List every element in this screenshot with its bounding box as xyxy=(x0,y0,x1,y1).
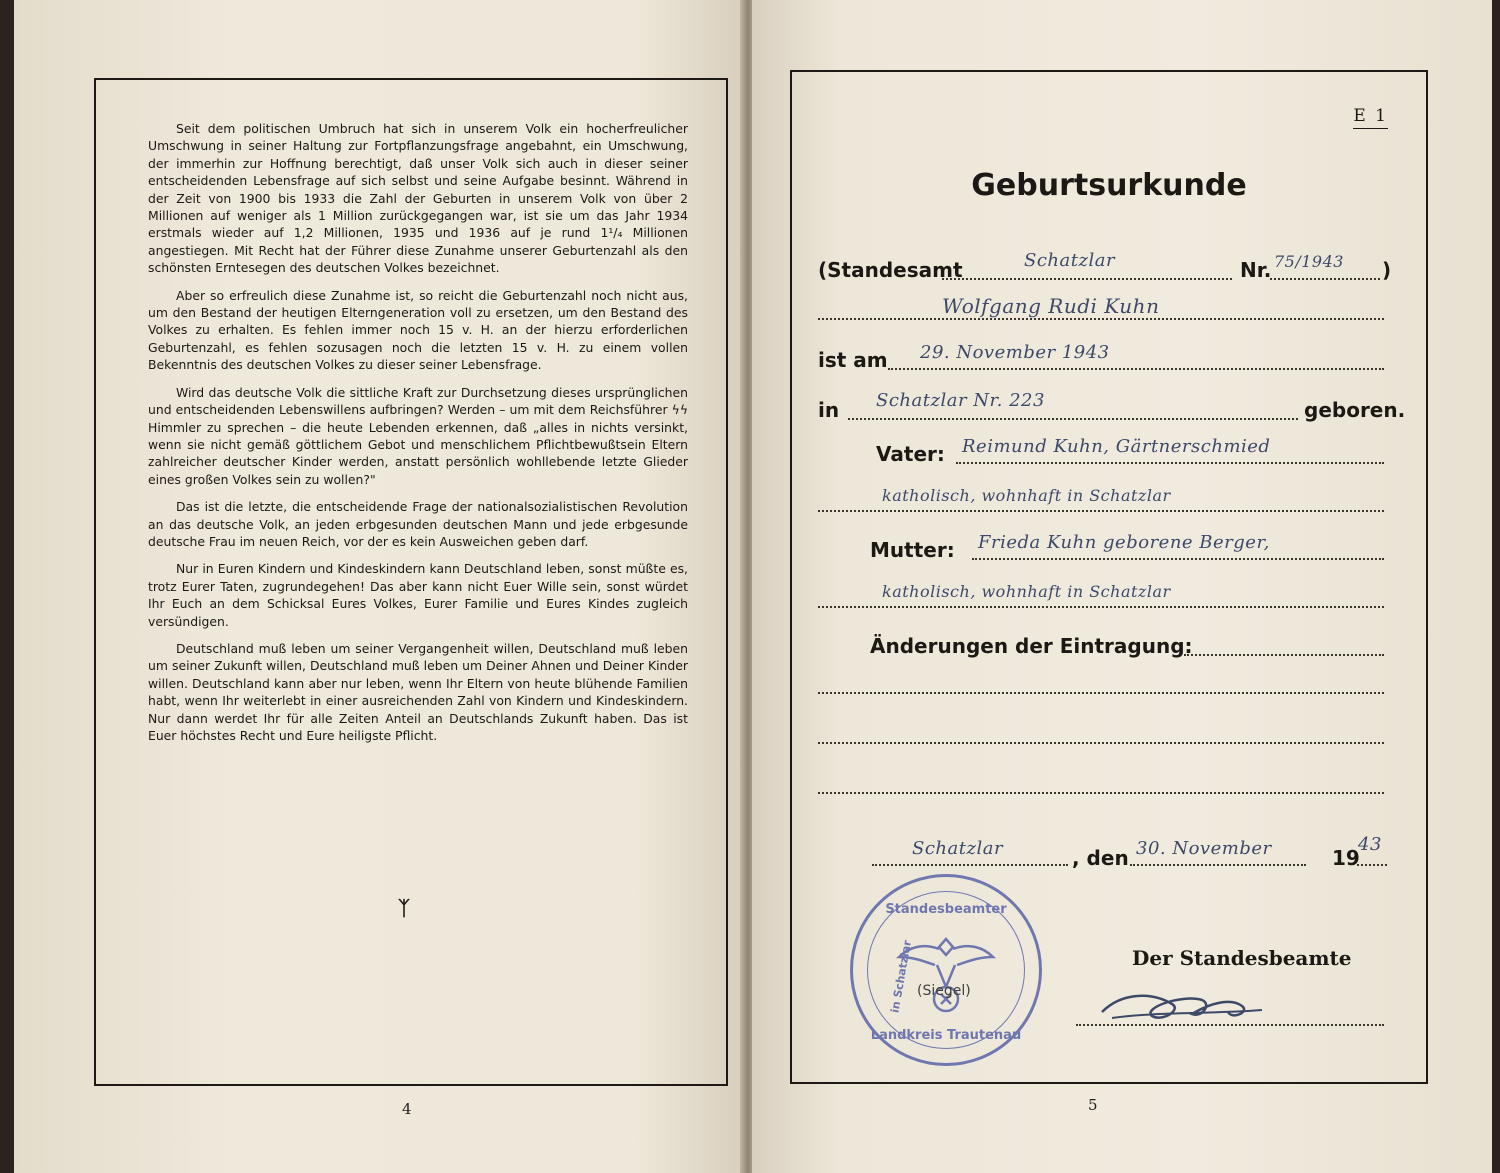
paragraph: Wird das deutsche Volk die sittliche Kraft zur Durchsetzung dieses ursprünglichen und entscheidenden Lebenswillens aufbringen? Werden – um mit dem Reichsführer ϟϟ Himmler zu sprechen – die heute Lebenden erkennen, daß „alles in nichts versinkt, wenn sie nicht gemäß göttlichem Gebot und menschlichem Pflichtbewußtsein Eltern zahlreicher deutscher Kinder werden, anstatt persönlich wohllebende letzte Glieder eines großen Volkes sein zu wollen?" xyxy=(148,384,688,487)
sign-date: 30. November xyxy=(1136,838,1272,859)
mutter-value-2: katholisch, wohnhaft in Schatzlar xyxy=(882,582,1171,601)
standesamt-line xyxy=(942,278,1232,280)
birth-place: Schatzlar Nr. 223 xyxy=(876,390,1045,411)
paragraph: Deutschland muß leben um seiner Vergangenheit willen, Deutschland muß leben um seiner Zukunft willen, Deutschland muß leben um Deiner Ahnen und Deiner Kinder willen. Deutschland kann aber nur leben, wenn Ihr Eltern von heute blühende Familien habt, wenn Ihr weiterlebt in einer ausreichenden Zahl von Kindern und Kindeskindern. Nur dann werdet Ihr für alle Zeiten Anteil an Deutschlands Zukunft haben. Das ist Euer höchstes Recht und Eure heiligste Pflicht. xyxy=(148,640,688,743)
left-page-frame xyxy=(94,78,728,1086)
left-page xyxy=(14,0,744,1173)
sign-year-line xyxy=(1357,864,1387,866)
aenderungen-label: Änderungen der Eintragung: xyxy=(870,634,1193,658)
page-number-right: 5 xyxy=(1088,1096,1098,1114)
form-code: E 1 xyxy=(1353,106,1388,126)
nr-value: 75/1943 xyxy=(1274,252,1344,271)
standesamt-value: Schatzlar xyxy=(1024,250,1116,271)
paragraph: Nur in Euren Kindern und Kindeskindern kann Deutschland leben, sonst müßte es, trotz Eurer Taten, zugrundegehen! Das aber kann nicht Euer Wille sein, sonst würdet Ihr Euch an dem Schicksal Eures Volkes, Eurer Familie und Eures Kindes zugleich versündigen. xyxy=(148,561,688,629)
mutter-label: Mutter: xyxy=(870,538,955,562)
certificate-title: Geburtsurkunde xyxy=(971,168,1247,203)
aenderungen-line-4 xyxy=(818,792,1384,794)
paragraph: Seit dem politischen Umbruch hat sich in unserem Volk ein hocherfreulicher Umschwung in seiner Haltung zur Fortpflanzungsfrage angebahnt, ein Umschwung, der immerhin zur Hoffnung berechtigt, daß unser Volk sich auch in dieser seiner entscheidenden Lebensfrage auf sich selbst und seine Aufgabe besinnt. Während in der Zeit von 1900 bis 1933 die Zahl der Geburten in unserem Volk von über 2 Millionen auf weniger als 1 Million zurückgegangen war, ist sie um das Jahr 1934 erstmals wieder auf 1,2 Millionen, 1935 und 1936 auf je rund 1¹/₄ Millionen angestiegen. Mit Recht hat der Führer diese Zunahme unserer Geburtenzahl als den schönsten Erntesegen des deutschen Volkes bezeichnet. xyxy=(148,121,688,276)
paragraph: Das ist die letzte, die entscheidende Frage der nationalsozialistischen Revolution an das deutsche Volk, an jeden erbgesunden deutschen Mann und jede erbgesunde deutsche Frau im neuen Reich, vor der es kein Ausweichen geben darf. xyxy=(148,499,688,549)
eagle-emblem-icon xyxy=(853,877,1039,1063)
nr-line xyxy=(1270,278,1380,280)
year-prefix: 19 xyxy=(1332,846,1360,870)
sign-year: 43 xyxy=(1358,834,1382,855)
name-line xyxy=(818,318,1384,320)
date-line xyxy=(888,368,1384,370)
sign-place: Schatzlar xyxy=(912,838,1004,859)
certificate-frame xyxy=(790,70,1428,1084)
signature-line xyxy=(1076,1024,1384,1026)
propaganda-text xyxy=(148,120,688,754)
standesbeamte-label: Der Standesbeamte xyxy=(1132,946,1352,970)
sign-place-line xyxy=(872,864,1068,866)
geboren-label: geboren. xyxy=(1304,398,1406,422)
aenderungen-line-1 xyxy=(1184,654,1384,656)
mutter-value: Frieda Kuhn geborene Berger, xyxy=(978,532,1270,553)
stamp-top-text: Standesbeamter xyxy=(885,902,1007,917)
ist-am-label: ist am xyxy=(818,348,888,372)
vater-value-2: katholisch, wohnhaft in Schatzlar xyxy=(882,486,1171,505)
paragraph: Aber so erfreulich diese Zunahme ist, so reicht die Geburtenzahl noch nicht aus, um den Bestand der heutigen Elterngeneration voll zu ersetzen, um den Bestand des Volkes zu erhalten. Es fehlen immer noch 15 v. H. an der hierzu erforderlichen Geburtenzahl, es fehlen sozusagen noch die letzten 15 v. H. zu einem vollen Bekenntnis des deutschen Volkes zu dieser seiner Lebensfrage. xyxy=(148,287,688,373)
vater-value: Reimund Kuhn, Gärtnerschmied xyxy=(962,436,1271,457)
place-line xyxy=(848,418,1298,420)
vater-line xyxy=(956,462,1384,464)
child-name: Wolfgang Rudi Kuhn xyxy=(942,294,1160,318)
close-paren: ) xyxy=(1382,258,1392,282)
right-page xyxy=(752,0,1492,1173)
den-label: , den xyxy=(1072,846,1129,870)
page-number-left: 4 xyxy=(402,1100,412,1118)
stamp-bottom-text: Landkreis Trautenau xyxy=(870,1028,1022,1043)
aenderungen-line-2 xyxy=(818,692,1384,694)
nr-label: Nr. xyxy=(1240,258,1272,282)
mutter-line xyxy=(972,558,1384,560)
official-seal-stamp xyxy=(850,874,1042,1066)
standesamt-label: (Standesamt xyxy=(818,258,963,282)
siegel-label: (Siegel) xyxy=(917,983,971,999)
vater-line-2 xyxy=(818,510,1384,512)
stamp-left-text: in Schatzlar xyxy=(888,939,914,1014)
aenderungen-line-3 xyxy=(818,742,1384,744)
in-label: in xyxy=(818,398,840,422)
life-rune-icon: ᛉ xyxy=(398,896,410,920)
sign-date-line xyxy=(1130,864,1306,866)
vater-label: Vater: xyxy=(876,442,945,466)
birth-date: 29. November 1943 xyxy=(920,342,1110,363)
mutter-line-2 xyxy=(818,606,1384,608)
